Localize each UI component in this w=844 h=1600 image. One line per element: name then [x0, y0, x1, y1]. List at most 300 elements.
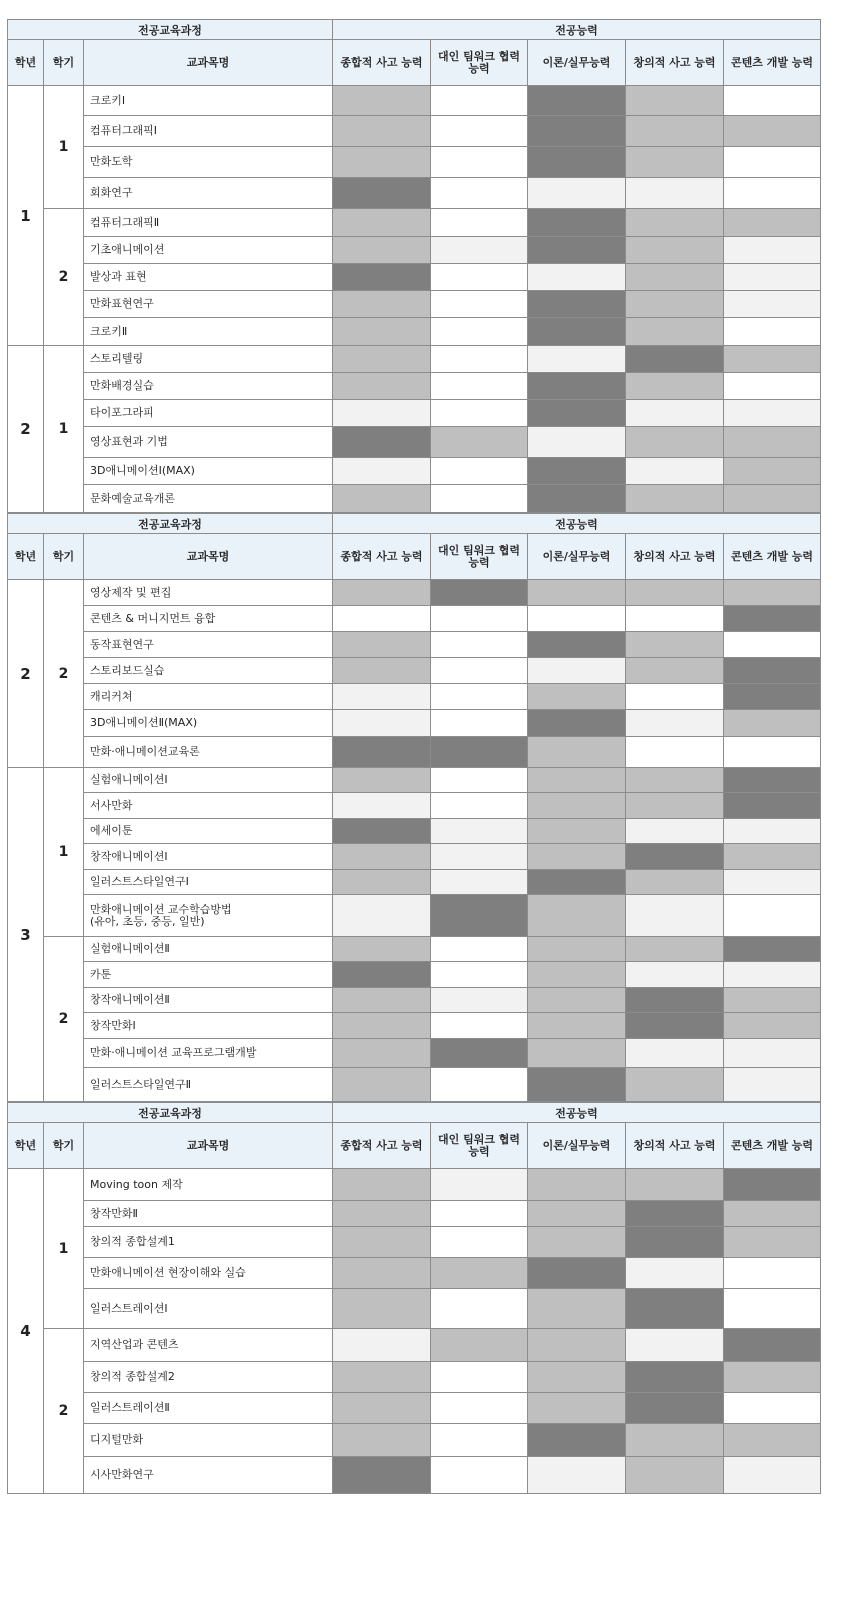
competency-level-cell: [431, 962, 528, 988]
table-row: [8, 632, 821, 658]
competency-level-cell: [724, 793, 821, 819]
semester-cell: 1: [44, 346, 84, 513]
competency-level-cell: [724, 737, 821, 768]
competency-level-cell: [333, 116, 431, 147]
competency-level-cell: [431, 819, 528, 844]
competency-column-header: 대인 팀워크 협력 능력: [431, 534, 528, 580]
table-row: [8, 895, 821, 937]
semester-cell: 2: [44, 209, 84, 346]
course-name: 일러스트스타일연구Ⅱ: [84, 1068, 333, 1102]
table-row: [8, 116, 821, 147]
competency-level-cell: [724, 485, 821, 513]
competency-level-cell: [528, 209, 626, 237]
competency-table: [7, 19, 821, 513]
competency-level-cell: [333, 768, 431, 793]
semester-cell: 2: [44, 580, 84, 768]
competency-level-cell: [626, 400, 724, 427]
course-name: 회화연구: [84, 178, 333, 209]
course-name: 스토리텔링: [84, 346, 333, 373]
competency-level-cell: [528, 844, 626, 870]
competency-level-cell: [528, 870, 626, 895]
competency-level-cell: [528, 580, 626, 606]
competency-level-cell: [626, 1013, 724, 1039]
competency-level-cell: [333, 819, 431, 844]
competency-level-cell: [626, 237, 724, 264]
competency-level-cell: [724, 427, 821, 458]
column-header-row: [8, 534, 821, 580]
competency-level-cell: [528, 1039, 626, 1068]
competency-level-cell: [333, 962, 431, 988]
competency-level-cell: [431, 895, 528, 937]
competency-level-cell: [333, 1013, 431, 1039]
competency-level-cell: [431, 937, 528, 962]
competency-column-header: 콘텐츠 개발 능력: [724, 1123, 821, 1169]
table-row: [8, 1068, 821, 1102]
table-row: [8, 819, 821, 844]
competency-level-cell: [528, 237, 626, 264]
course-name: 서사만화: [84, 793, 333, 819]
competency-level-cell: [724, 1289, 821, 1329]
competency-level-cell: [626, 580, 724, 606]
course-name: 영상표현과 기법: [84, 427, 333, 458]
course-name: 창의적 종합설계2: [84, 1362, 333, 1393]
column-header-row: [8, 40, 821, 86]
table-row: [8, 373, 821, 400]
competency-column-header: 종합적 사고 능력: [333, 1123, 431, 1169]
competency-level-cell: [333, 1201, 431, 1227]
competency-level-cell: [724, 147, 821, 178]
competency-level-cell: [431, 632, 528, 658]
competency-column-header: 창의적 사고 능력: [626, 534, 724, 580]
competency-level-cell: [626, 895, 724, 937]
competency-level-cell: [431, 737, 528, 768]
competency-level-cell: [528, 373, 626, 400]
competency-level-cell: [528, 318, 626, 346]
competency-level-cell: [528, 632, 626, 658]
competency-column-header: 대인 팀워크 협력 능력: [431, 1123, 528, 1169]
competency-level-cell: [626, 485, 724, 513]
course-name: 창의적 종합설계1: [84, 1227, 333, 1258]
competency-level-cell: [431, 400, 528, 427]
course-name: 크로키Ⅱ: [84, 318, 333, 346]
table-row: [8, 86, 821, 116]
competency-level-cell: [431, 684, 528, 710]
header-row: [8, 514, 821, 534]
course-name: 창작만화Ⅱ: [84, 1201, 333, 1227]
competency-level-cell: [626, 116, 724, 147]
competency-level-cell: [528, 658, 626, 684]
competency-level-cell: [528, 485, 626, 513]
semester-cell: 1: [44, 86, 84, 209]
competency-level-cell: [724, 209, 821, 237]
table-row: [8, 427, 821, 458]
course-name: 크로키Ⅰ: [84, 86, 333, 116]
competency-level-cell: [333, 1329, 431, 1362]
competency-column-header: 종합적 사고 능력: [333, 40, 431, 86]
competency-level-cell: [333, 710, 431, 737]
competency-level-cell: [431, 86, 528, 116]
competency-level-cell: [626, 373, 724, 400]
competency-level-cell: [626, 1457, 724, 1494]
competency-level-cell: [626, 1393, 724, 1424]
table-row: [8, 1289, 821, 1329]
competency-level-cell: [528, 346, 626, 373]
table-row: [8, 1393, 821, 1424]
course-name: 일러스트레이션Ⅱ: [84, 1393, 333, 1424]
competency-level-cell: [431, 1169, 528, 1201]
competency-level-cell: [528, 1393, 626, 1424]
table-row: [8, 737, 821, 768]
competency-level-cell: [333, 373, 431, 400]
column-header-row: [8, 1123, 821, 1169]
competency-level-cell: [431, 346, 528, 373]
competency-level-cell: [626, 962, 724, 988]
competency-level-cell: [431, 178, 528, 209]
course-name: 컴퓨터그래픽Ⅰ: [84, 116, 333, 147]
course-column-header: 교과목명: [84, 534, 333, 580]
header-row: [8, 20, 821, 40]
competency-level-cell: [528, 1169, 626, 1201]
competency-level-cell: [724, 658, 821, 684]
competency-level-cell: [333, 485, 431, 513]
competency-level-cell: [333, 458, 431, 485]
competency-level-cell: [333, 1258, 431, 1289]
table-row: [8, 988, 821, 1013]
competency-level-cell: [333, 1039, 431, 1068]
competency-level-cell: [626, 1201, 724, 1227]
competency-level-cell: [431, 458, 528, 485]
competency-level-cell: [333, 346, 431, 373]
course-name: 에세이툰: [84, 819, 333, 844]
competency-level-cell: [333, 1289, 431, 1329]
curriculum-header: 전공교육과정: [8, 20, 333, 40]
competency-level-cell: [333, 632, 431, 658]
competency-level-cell: [528, 264, 626, 291]
competency-level-cell: [626, 606, 724, 632]
competency-level-cell: [333, 580, 431, 606]
competency-level-cell: [431, 373, 528, 400]
competency-level-cell: [626, 1068, 724, 1102]
competency-level-cell: [528, 937, 626, 962]
course-name: 창작애니메이션Ⅱ: [84, 988, 333, 1013]
competency-level-cell: [626, 793, 724, 819]
competency-level-cell: [724, 264, 821, 291]
competency-level-cell: [724, 1227, 821, 1258]
competency-level-cell: [431, 1457, 528, 1494]
competency-level-cell: [724, 1201, 821, 1227]
competency-level-cell: [626, 264, 724, 291]
course-name: 컴퓨터그래픽Ⅱ: [84, 209, 333, 237]
competency-level-cell: [724, 1039, 821, 1068]
competency-level-cell: [431, 580, 528, 606]
course-name: 발상과 표현: [84, 264, 333, 291]
competency-level-cell: [724, 400, 821, 427]
competency-level-cell: [724, 632, 821, 658]
table-row: [8, 178, 821, 209]
competency-level-cell: [626, 1289, 724, 1329]
competency-level-cell: [333, 844, 431, 870]
competency-header: 전공능력: [333, 514, 821, 534]
table-row: [8, 318, 821, 346]
competency-level-cell: [431, 768, 528, 793]
competency-level-cell: [528, 793, 626, 819]
semester-column-header: 학기: [44, 1123, 84, 1169]
competency-level-cell: [528, 291, 626, 318]
competency-level-cell: [528, 1258, 626, 1289]
competency-level-cell: [431, 485, 528, 513]
competency-level-cell: [431, 427, 528, 458]
competency-level-cell: [333, 1227, 431, 1258]
competency-level-cell: [528, 427, 626, 458]
competency-level-cell: [431, 1258, 528, 1289]
competency-level-cell: [724, 318, 821, 346]
course-name: 문화예술교육개론: [84, 485, 333, 513]
course-name: 동작표현연구: [84, 632, 333, 658]
competency-level-cell: [431, 1289, 528, 1329]
competency-level-cell: [431, 1068, 528, 1102]
table-row: [8, 684, 821, 710]
competency-level-cell: [333, 178, 431, 209]
table-row: [8, 1457, 821, 1494]
competency-level-cell: [333, 318, 431, 346]
course-name: Moving toon 제작: [84, 1169, 333, 1201]
year-column-header: 학년: [8, 1123, 44, 1169]
competency-level-cell: [333, 427, 431, 458]
table-row: [8, 1227, 821, 1258]
competency-level-cell: [333, 209, 431, 237]
table-row: [8, 768, 821, 793]
competency-level-cell: [626, 1424, 724, 1457]
competency-level-cell: [626, 1329, 724, 1362]
competency-level-cell: [724, 937, 821, 962]
competency-level-cell: [528, 86, 626, 116]
year-column-header: 학년: [8, 40, 44, 86]
competency-table: [7, 513, 821, 1102]
competency-level-cell: [724, 237, 821, 264]
table-row: [8, 1424, 821, 1457]
competency-level-cell: [626, 1039, 724, 1068]
semester-cell: 1: [44, 1169, 84, 1329]
course-column-header: 교과목명: [84, 40, 333, 86]
table-row: [8, 264, 821, 291]
competency-level-cell: [431, 988, 528, 1013]
competency-column-header: 이론/실무능력: [528, 534, 626, 580]
competency-level-cell: [333, 1424, 431, 1457]
competency-level-cell: [724, 844, 821, 870]
table-row: [8, 658, 821, 684]
competency-level-cell: [626, 768, 724, 793]
competency-level-cell: [528, 737, 626, 768]
competency-level-cell: [626, 710, 724, 737]
competency-level-cell: [724, 1013, 821, 1039]
table-row: [8, 485, 821, 513]
competency-column-header: 콘텐츠 개발 능력: [724, 534, 821, 580]
competency-level-cell: [724, 1393, 821, 1424]
semester-column-header: 학기: [44, 534, 84, 580]
course-name: 영상제작 및 편집: [84, 580, 333, 606]
curriculum-header: 전공교육과정: [8, 514, 333, 534]
competency-level-cell: [528, 1013, 626, 1039]
competency-column-header: 이론/실무능력: [528, 1123, 626, 1169]
competency-level-cell: [528, 458, 626, 485]
competency-level-cell: [431, 1362, 528, 1393]
curriculum-header: 전공교육과정: [8, 1103, 333, 1123]
competency-level-cell: [724, 768, 821, 793]
competency-level-cell: [528, 768, 626, 793]
competency-level-cell: [724, 86, 821, 116]
competency-level-cell: [431, 710, 528, 737]
competency-level-cell: [333, 1169, 431, 1201]
competency-level-cell: [724, 962, 821, 988]
competency-level-cell: [431, 844, 528, 870]
competency-level-cell: [431, 870, 528, 895]
competency-level-cell: [431, 264, 528, 291]
course-name: 일러스트레이션Ⅰ: [84, 1289, 333, 1329]
table-row: [8, 793, 821, 819]
competency-column-header: 이론/실무능력: [528, 40, 626, 86]
competency-level-cell: [626, 178, 724, 209]
competency-level-cell: [724, 1169, 821, 1201]
table-row: [8, 870, 821, 895]
course-name: 만화애니메이션 교수학습방법 (유아, 초등, 중등, 일반): [84, 895, 333, 937]
course-name: 콘텐츠 & 머니지먼트 융합: [84, 606, 333, 632]
course-name: 만화표현연구: [84, 291, 333, 318]
table-row: [8, 1013, 821, 1039]
competency-level-cell: [626, 1227, 724, 1258]
competency-level-cell: [626, 684, 724, 710]
competency-level-cell: [333, 793, 431, 819]
course-name: 스토리보드실습: [84, 658, 333, 684]
competency-level-cell: [724, 178, 821, 209]
competency-level-cell: [528, 606, 626, 632]
competency-level-cell: [333, 606, 431, 632]
competency-level-cell: [431, 793, 528, 819]
table-row: [8, 1258, 821, 1289]
competency-level-cell: [626, 937, 724, 962]
competency-level-cell: [724, 291, 821, 318]
course-name: 창작애니메이션Ⅰ: [84, 844, 333, 870]
table-row: [8, 1362, 821, 1393]
competency-level-cell: [528, 178, 626, 209]
competency-level-cell: [724, 1258, 821, 1289]
semester-cell: 2: [44, 1329, 84, 1494]
table-row: [8, 400, 821, 427]
competency-level-cell: [724, 373, 821, 400]
table-row: [8, 346, 821, 373]
competency-level-cell: [431, 1201, 528, 1227]
course-name: 실험애니메이션Ⅱ: [84, 937, 333, 962]
year-cell: 2: [8, 346, 44, 513]
competency-level-cell: [626, 291, 724, 318]
competency-level-cell: [626, 658, 724, 684]
competency-level-cell: [724, 346, 821, 373]
competency-level-cell: [333, 264, 431, 291]
competency-column-header: 종합적 사고 능력: [333, 534, 431, 580]
competency-level-cell: [724, 458, 821, 485]
competency-level-cell: [528, 116, 626, 147]
competency-level-cell: [333, 1068, 431, 1102]
competency-level-cell: [626, 1258, 724, 1289]
competency-level-cell: [626, 870, 724, 895]
course-name: 시사만화연구: [84, 1457, 333, 1494]
course-column-header: 교과목명: [84, 1123, 333, 1169]
course-name: 기초애니메이션: [84, 237, 333, 264]
competency-level-cell: [333, 291, 431, 318]
competency-column-header: 창의적 사고 능력: [626, 1123, 724, 1169]
course-name: 지역산업과 콘텐츠: [84, 1329, 333, 1362]
table-row: [8, 147, 821, 178]
course-name: 실험애니메이션Ⅰ: [84, 768, 333, 793]
competency-table: [7, 1102, 821, 1494]
course-name: 3D애니메이션Ⅰ(MAX): [84, 458, 333, 485]
competency-level-cell: [528, 1289, 626, 1329]
competency-level-cell: [528, 988, 626, 1013]
course-name: 만화도학: [84, 147, 333, 178]
competency-level-cell: [528, 1201, 626, 1227]
competency-level-cell: [724, 116, 821, 147]
competency-level-cell: [626, 209, 724, 237]
competency-level-cell: [724, 895, 821, 937]
competency-level-cell: [626, 988, 724, 1013]
course-name: 만화배경실습: [84, 373, 333, 400]
competency-level-cell: [724, 870, 821, 895]
competency-header: 전공능력: [333, 1103, 821, 1123]
competency-level-cell: [333, 1393, 431, 1424]
competency-level-cell: [626, 147, 724, 178]
competency-level-cell: [528, 684, 626, 710]
semester-cell: 1: [44, 768, 84, 937]
competency-level-cell: [333, 870, 431, 895]
course-name: 3D애니메이션Ⅱ(MAX): [84, 710, 333, 737]
course-name: 타이포그라피: [84, 400, 333, 427]
competency-level-cell: [431, 658, 528, 684]
competency-level-cell: [724, 988, 821, 1013]
course-name: 창작만화Ⅰ: [84, 1013, 333, 1039]
year-cell: 2: [8, 580, 44, 768]
competency-level-cell: [333, 737, 431, 768]
competency-level-cell: [528, 962, 626, 988]
competency-level-cell: [333, 658, 431, 684]
competency-level-cell: [528, 1227, 626, 1258]
table-row: [8, 606, 821, 632]
competency-level-cell: [724, 1362, 821, 1393]
header-row: [8, 1103, 821, 1123]
competency-level-cell: [333, 147, 431, 178]
table-row: [8, 710, 821, 737]
competency-level-cell: [724, 710, 821, 737]
competency-level-cell: [528, 1329, 626, 1362]
semester-cell: 2: [44, 937, 84, 1102]
course-name: 일러스트스타일연구Ⅰ: [84, 870, 333, 895]
table-row: [8, 291, 821, 318]
competency-level-cell: [626, 1169, 724, 1201]
competency-level-cell: [724, 606, 821, 632]
competency-level-cell: [528, 1457, 626, 1494]
course-name: 디지털만화: [84, 1424, 333, 1457]
competency-level-cell: [431, 1393, 528, 1424]
competency-level-cell: [528, 895, 626, 937]
table-row: [8, 844, 821, 870]
competency-column-header: 콘텐츠 개발 능력: [724, 40, 821, 86]
table-row: [8, 237, 821, 264]
competency-level-cell: [626, 458, 724, 485]
competency-header: 전공능력: [333, 20, 821, 40]
competency-column-header: 창의적 사고 능력: [626, 40, 724, 86]
semester-column-header: 학기: [44, 40, 84, 86]
competency-level-cell: [724, 1329, 821, 1362]
course-name: 카툰: [84, 962, 333, 988]
competency-level-cell: [528, 1424, 626, 1457]
